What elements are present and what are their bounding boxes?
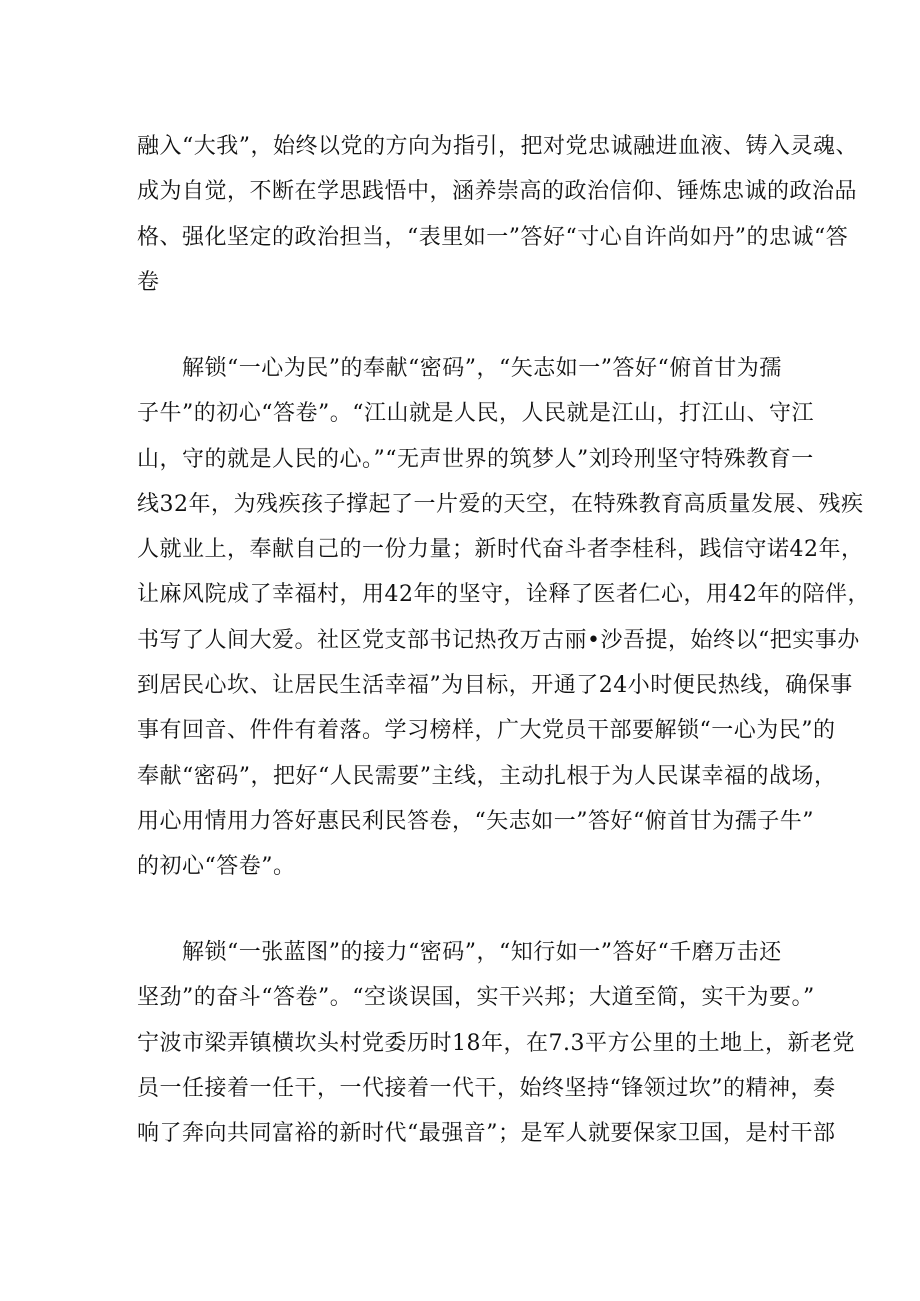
paragraph-line: 山，守的就是人民的心。”“无声世界的筑梦人”刘玲刑坚守特殊教育一 — [137, 446, 814, 472]
paragraph-3 — [137, 930, 855, 1156]
paragraph-line: 让麻风院成了幸福村，用42年的坚守，诠释了医者仁心，用42年的陪伴， — [137, 582, 870, 608]
paragraph-line: 奉献“密码”，把好“人民需要”主线，主动扎根于为人民谋幸福的战场， — [137, 763, 837, 789]
paragraph-line: 解锁“一张蓝图”的接力“密码”，“知行如一”答好“千磨万击还 — [137, 940, 782, 965]
paragraph-line: 用心用情用力答好惠民利民答卷，“矢志如一”答好“俯首甘为孺子牛” — [137, 808, 814, 834]
paragraph-line: 的初心“答卷”。 — [137, 854, 296, 880]
paragraph-line: 到居民心坎、让居民生活幸福”为目标，开通了24小时便民热线，确保事 — [137, 673, 853, 699]
paragraph-line: 响了奔向共同富裕的新时代“最强音”；是军人就要保家卫国，是村干部 — [137, 1121, 836, 1147]
paragraph-line: 员一任接着一任干，一代接着一代干，始终坚持“锋领过坎”的精神，奏 — [137, 1075, 836, 1101]
paragraph-line: 格、强化坚定的政治担当，“表里如一”答好“寸心自许尚如丹”的忠诚“答 — [137, 224, 849, 250]
paragraph-1 — [137, 124, 858, 305]
paragraph-2 — [137, 346, 870, 890]
paragraph-line: 解锁“一心为民”的奉献“密码”，“矢志如一”答好“俯首甘为孺 — [137, 356, 782, 381]
paragraph-line: 线32年，为残疾孩子撑起了一片爱的天空，在特殊教育高质量发展、残疾 — [137, 491, 864, 517]
paragraph-line: 子牛”的初心“答卷”。“江山就是人民，人民就是江山，打江山、守江 — [137, 401, 814, 427]
paragraph-line: 宁波市梁弄镇横坎头村党委历时18年，在7.3平方公里的土地上，新老党 — [137, 1030, 855, 1056]
paragraph-line: 坚劲”的奋斗“答卷”。“空谈误国，实干兴邦；大道至简，实干为要。” — [137, 985, 815, 1011]
paragraph-line: 书写了人间大爱。社区党支部书记热孜万古丽•沙吾提，始终以“把实事办 — [137, 627, 860, 653]
paragraph-line: 事有回音、件件有着落。学习榜样，广大党员干部要解锁“一心为民”的 — [137, 718, 836, 744]
paragraph-line: 人就业上，奉献自己的一份力量；新时代奋斗者李桂科，践信守诺42年， — [137, 537, 864, 563]
paragraph-line: 卷 — [137, 269, 160, 295]
paragraph-line: 融入“大我”，始终以党的方向为指引，把对党忠诚融进血液、铸入灵魂、 — [137, 134, 858, 159]
paragraph-line: 成为自觉，不断在学思践悟中，涵养崇高的政治信仰、锤炼忠诚的政治品 — [137, 179, 858, 205]
